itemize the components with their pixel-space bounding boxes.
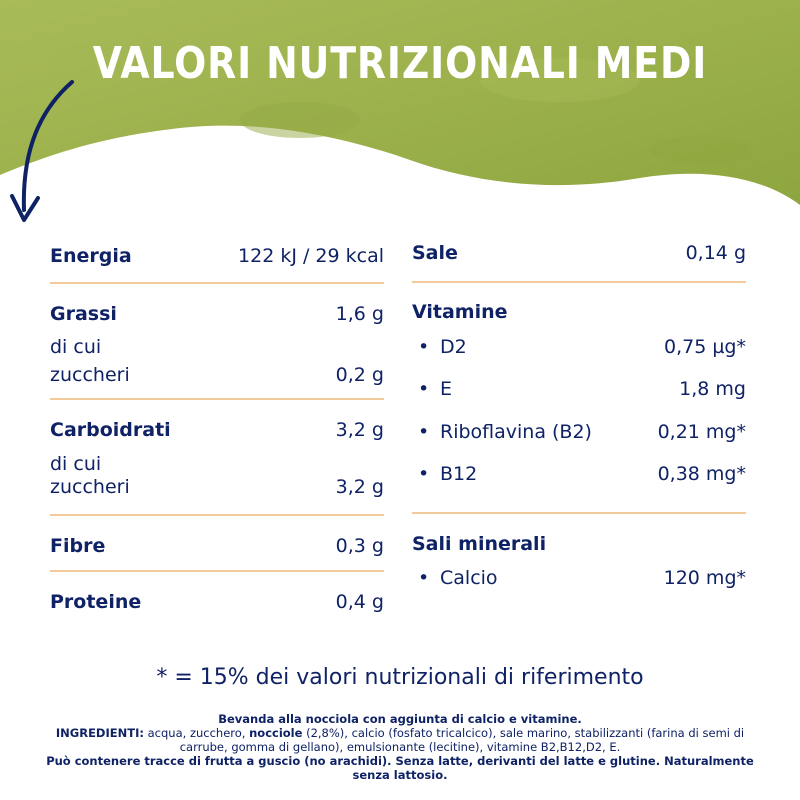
fibre-row [50, 535, 384, 557]
proteine-label: Proteine [50, 591, 142, 613]
mineral-value: 120 mg* [663, 567, 746, 589]
separator [50, 514, 384, 516]
grassi-zuccheri-row [50, 364, 384, 386]
grassi-sub1: di cui [50, 336, 102, 358]
grassi-label: Grassi [50, 303, 117, 325]
energia-value: 122 kJ / 29 kcal [238, 245, 384, 267]
ingredients-text-b: (2,8%), calcio (fosfato tricalcico), sale marino, stabilizzanti (farina di semi di carrube, gomma di gellano), emulsionante (lecitine), vitamine B2,B12,D2, E. [179, 726, 745, 754]
separator [50, 398, 384, 400]
vitamin-value: 1,8 mg [679, 378, 746, 400]
page-title: VALORI NUTRIZIONALI MEDI [92, 38, 708, 89]
energia-label: Energia [50, 245, 132, 267]
vitamin-value: 0,75 µg* [664, 336, 746, 358]
proteine-value: 0,4 g [335, 591, 384, 613]
separator [50, 282, 384, 284]
grassi-sub-row [50, 336, 384, 358]
vitamin-label: • E [412, 378, 452, 400]
vitamin-item [412, 421, 746, 443]
vitamin-label: • D2 [412, 336, 467, 358]
vitamin-label: • Riboflavina (B2) [412, 421, 592, 443]
ingredients-list [45, 726, 755, 754]
ingredients-allergen: nocciole [249, 726, 303, 740]
sali-minerali-label: Sali minerali [412, 533, 547, 555]
vitamin-label: • B12 [412, 463, 477, 485]
carboidrati-row [50, 419, 384, 441]
separator [50, 570, 384, 572]
sale-row [412, 242, 746, 264]
ingredients-text-a: acqua, zucchero, [143, 726, 250, 740]
carboidrati-zuccheri-row [50, 476, 384, 498]
carboidrati-sub-row [50, 453, 384, 475]
footnote: * = 15% dei valori nutrizionali di riferimento [156, 665, 644, 690]
energia-row [50, 245, 384, 267]
separator [412, 512, 746, 514]
separator [412, 281, 746, 283]
sale-value: 0,14 g [685, 242, 746, 264]
grassi-sub2: zuccheri [50, 364, 130, 386]
mineral-label: • Calcio [412, 567, 498, 589]
proteine-row [50, 591, 384, 613]
grassi-value: 1,6 g [335, 303, 384, 325]
grassi-row [50, 303, 384, 325]
carboidrati-sub1: di cui [50, 453, 102, 475]
sali-minerali-row [412, 533, 746, 555]
mineral-item [412, 567, 746, 589]
fibre-label: Fibre [50, 535, 106, 557]
sale-label: Sale [412, 242, 458, 264]
carboidrati-label: Carboidrati [50, 419, 171, 441]
vitamin-value: 0,38 mg* [657, 463, 746, 485]
vitamin-item [412, 336, 746, 358]
product-description: Bevanda alla nocciola con aggiunta di calcio e vitamine. [218, 712, 582, 726]
carboidrati-value: 3,2 g [335, 419, 384, 441]
vitamine-row [412, 301, 746, 323]
carboidrati-sub-value: 3,2 g [335, 476, 384, 498]
arrow-down-icon [0, 80, 140, 250]
fibre-value: 0,3 g [335, 535, 384, 557]
carboidrati-sub2: zuccheri [50, 476, 130, 498]
allergen-notice: Può contenere tracce di frutta a guscio (no arachidi). Senza latte, derivanti del latte e glutine. Naturalmente senza lattosio. [46, 754, 754, 782]
vitamin-item [412, 378, 746, 400]
ingredients-label: INGREDIENTI: [55, 726, 144, 740]
ingredients-block [45, 712, 755, 782]
grassi-sub-value: 0,2 g [335, 364, 384, 386]
vitamine-label: Vitamine [412, 301, 508, 323]
vitamin-value: 0,21 mg* [657, 421, 746, 443]
vitamin-item [412, 463, 746, 485]
